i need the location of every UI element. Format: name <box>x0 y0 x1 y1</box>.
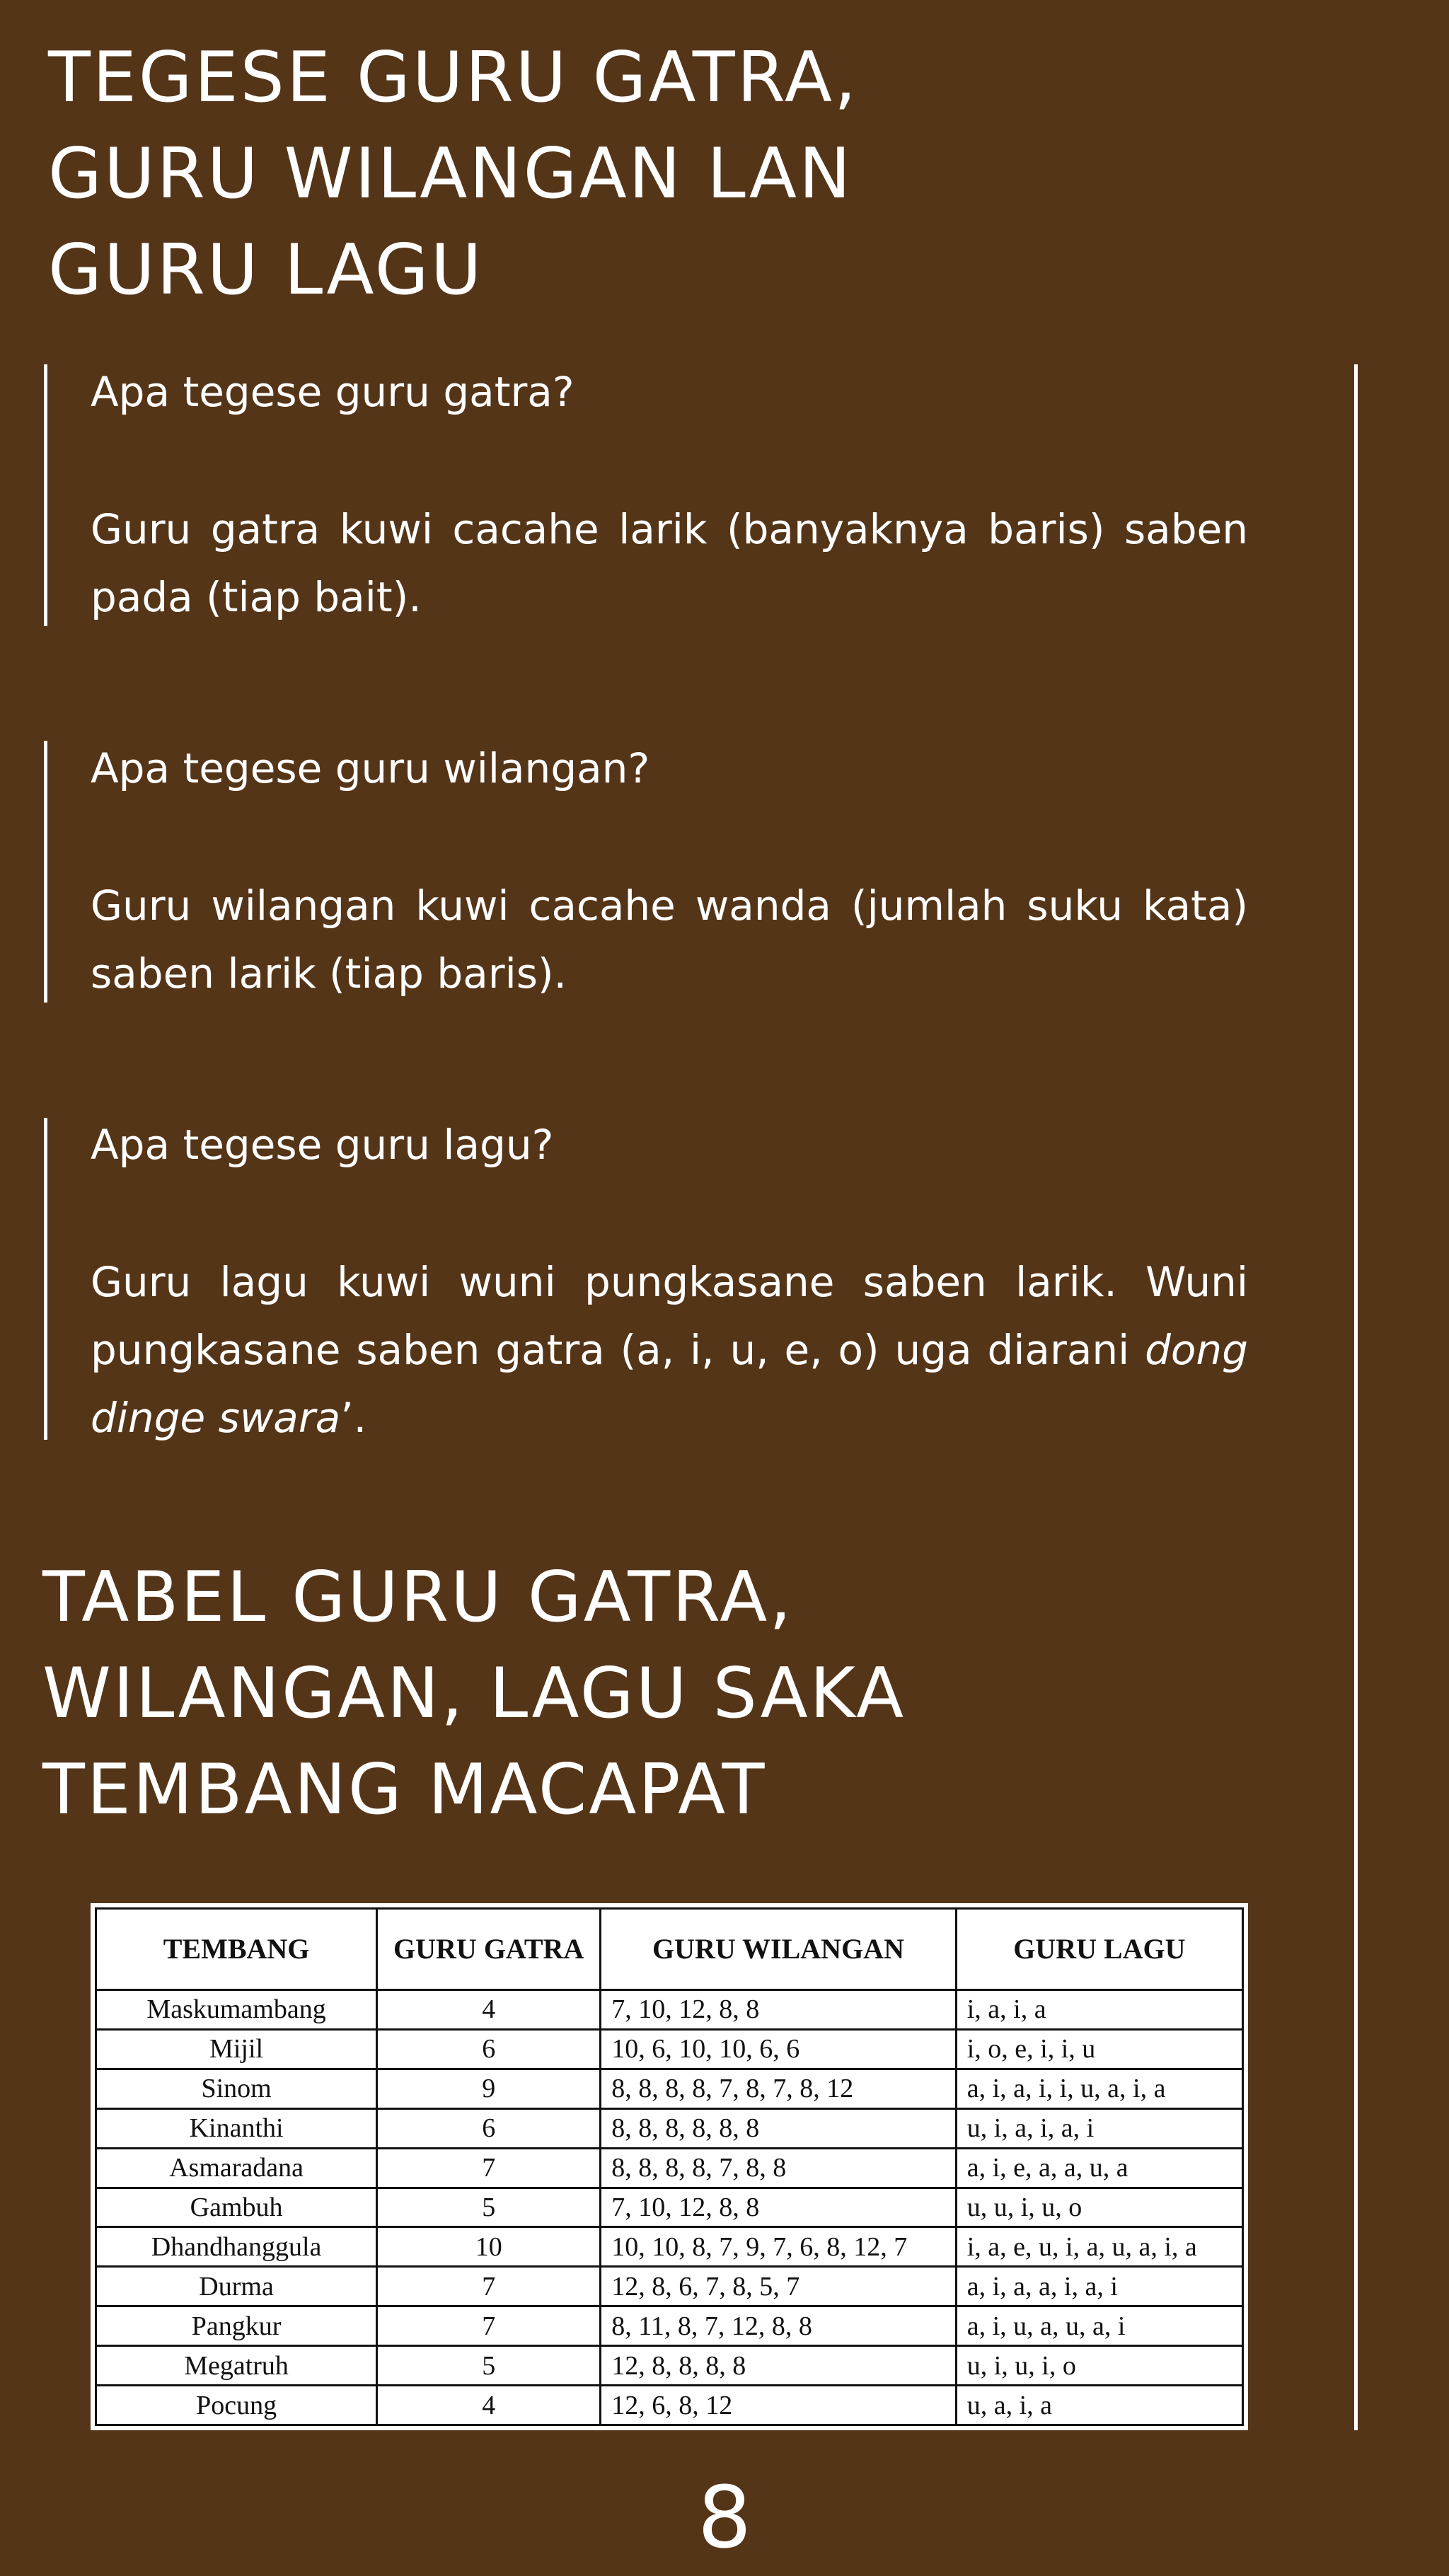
cell-gatra: 6 <box>377 2108 601 2148</box>
table-row <box>96 2108 1243 2148</box>
cell-wilangan: 7, 10, 12, 8, 8 <box>601 2188 957 2227</box>
question: Apa tegese guru wilangan? <box>91 744 650 792</box>
cell-gatra: 6 <box>377 2029 601 2069</box>
cell-gatra: 4 <box>377 1990 601 2030</box>
macapat-table <box>91 1903 1248 2430</box>
cell-wilangan: 8, 8, 8, 8, 7, 8, 7, 8, 12 <box>601 2069 957 2108</box>
answer-italic: dong dinge swara <box>91 1326 1248 1442</box>
cell-lagu: u, a, i, a <box>956 2386 1242 2425</box>
cell-wilangan: 8, 8, 8, 8, 8, 8 <box>601 2108 957 2148</box>
cell-tembang: Asmaradana <box>96 2148 377 2188</box>
table-row <box>96 2306 1243 2346</box>
cell-gatra: 7 <box>377 2306 601 2346</box>
cell-tembang: Kinanthi <box>96 2108 377 2148</box>
cell-wilangan: 12, 8, 8, 8, 8 <box>601 2346 957 2386</box>
cell-tembang: Pocung <box>96 2386 377 2425</box>
table-row <box>96 2148 1243 2188</box>
table <box>95 1907 1244 2426</box>
table-row <box>96 2227 1243 2267</box>
table-header-row <box>96 1909 1243 1990</box>
cell-lagu: u, i, a, i, a, i <box>956 2108 1242 2148</box>
cell-lagu: a, i, e, a, a, u, a <box>956 2148 1242 2188</box>
cell-lagu: i, o, e, i, i, u <box>956 2029 1242 2069</box>
table-row <box>96 2267 1243 2306</box>
answer: Guru gatra kuwi cacahe larik (banyaknya baris) saben pada (tiap bait). <box>91 505 1248 621</box>
section-divider <box>44 1118 47 1440</box>
cell-lagu: a, i, u, a, u, a, i <box>956 2306 1242 2346</box>
cell-wilangan: 10, 10, 8, 7, 9, 7, 6, 8, 12, 7 <box>601 2227 957 2267</box>
cell-tembang: Dhandhanggula <box>96 2227 377 2267</box>
qa-guru-gatra <box>91 366 1248 631</box>
section-divider <box>44 364 47 626</box>
cell-tembang: Pangkur <box>96 2306 377 2346</box>
cell-lagu: i, a, i, a <box>956 1990 1242 2030</box>
answer-end: ’. <box>340 1394 367 1442</box>
qa-guru-wilangan <box>91 743 1248 1007</box>
header-guru-lagu: GURU LAGU <box>956 1909 1242 1990</box>
table-row <box>96 2188 1243 2227</box>
cell-wilangan: 8, 8, 8, 8, 7, 8, 8 <box>601 2148 957 2188</box>
cell-wilangan: 7, 10, 12, 8, 8 <box>601 1990 957 2030</box>
cell-wilangan: 12, 6, 8, 12 <box>601 2386 957 2425</box>
answer: Guru wilangan kuwi cacahe wanda (jumlah suku kata) saben larik (tiap baris). <box>91 882 1248 998</box>
header-guru-wilangan: GURU WILANGAN <box>601 1909 957 1990</box>
answer <box>91 1248 1248 1452</box>
section-divider <box>44 741 47 1003</box>
cell-wilangan: 8, 11, 8, 7, 12, 8, 8 <box>601 2306 957 2346</box>
table-row <box>96 2069 1243 2108</box>
right-border-line <box>1354 364 1358 2430</box>
cell-gatra: 5 <box>377 2188 601 2227</box>
table-row <box>96 2346 1243 2386</box>
table-row <box>96 2386 1243 2425</box>
question: Apa tegese guru lagu? <box>91 1121 554 1169</box>
cell-tembang: Megatruh <box>96 2346 377 2386</box>
cell-lagu: a, i, a, a, i, a, i <box>956 2267 1242 2306</box>
cell-tembang: Durma <box>96 2267 377 2306</box>
question: Apa tegese guru gatra? <box>91 368 575 416</box>
cell-lagu: u, u, i, u, o <box>956 2188 1242 2227</box>
table-row <box>96 2029 1243 2069</box>
answer-text: Guru lagu kuwi wuni pungkasane saben larik. Wuni pungkasane saben gatra (a, i, u, e, o) uga diarani <box>91 1258 1248 1374</box>
cell-gatra: 5 <box>377 2346 601 2386</box>
cell-tembang: Sinom <box>96 2069 377 2108</box>
cell-gatra: 7 <box>377 2267 601 2306</box>
cell-gatra: 4 <box>377 2386 601 2425</box>
cell-gatra: 10 <box>377 2227 601 2267</box>
cell-lagu: i, a, e, u, i, a, u, a, i, a <box>956 2227 1242 2267</box>
cell-lagu: u, i, u, i, o <box>956 2346 1242 2386</box>
cell-tembang: Maskumambang <box>96 1990 377 2030</box>
cell-gatra: 7 <box>377 2148 601 2188</box>
cell-wilangan: 12, 8, 6, 7, 8, 5, 7 <box>601 2267 957 2306</box>
cell-lagu: a, i, a, i, i, u, a, i, a <box>956 2069 1242 2108</box>
header-guru-gatra: GURU GATRA <box>377 1909 601 1990</box>
cell-gatra: 9 <box>377 2069 601 2108</box>
table-row <box>96 1990 1243 2030</box>
cell-tembang: Gambuh <box>96 2188 377 2227</box>
cell-wilangan: 10, 6, 10, 10, 6, 6 <box>601 2029 957 2069</box>
header-tembang: TEMBANG <box>96 1909 377 1990</box>
qa-guru-lagu <box>91 1119 1248 1452</box>
section-title: TABEL GURU GATRA, WILANGAN, LAGU SAKA TEMBANG MACAPAT <box>42 1557 906 1830</box>
page-number: 8 <box>697 2469 752 2568</box>
page-title: TEGESE GURU GATRA, GURU WILANGAN LAN GURU LAGU <box>48 37 859 311</box>
cell-tembang: Mijil <box>96 2029 377 2069</box>
